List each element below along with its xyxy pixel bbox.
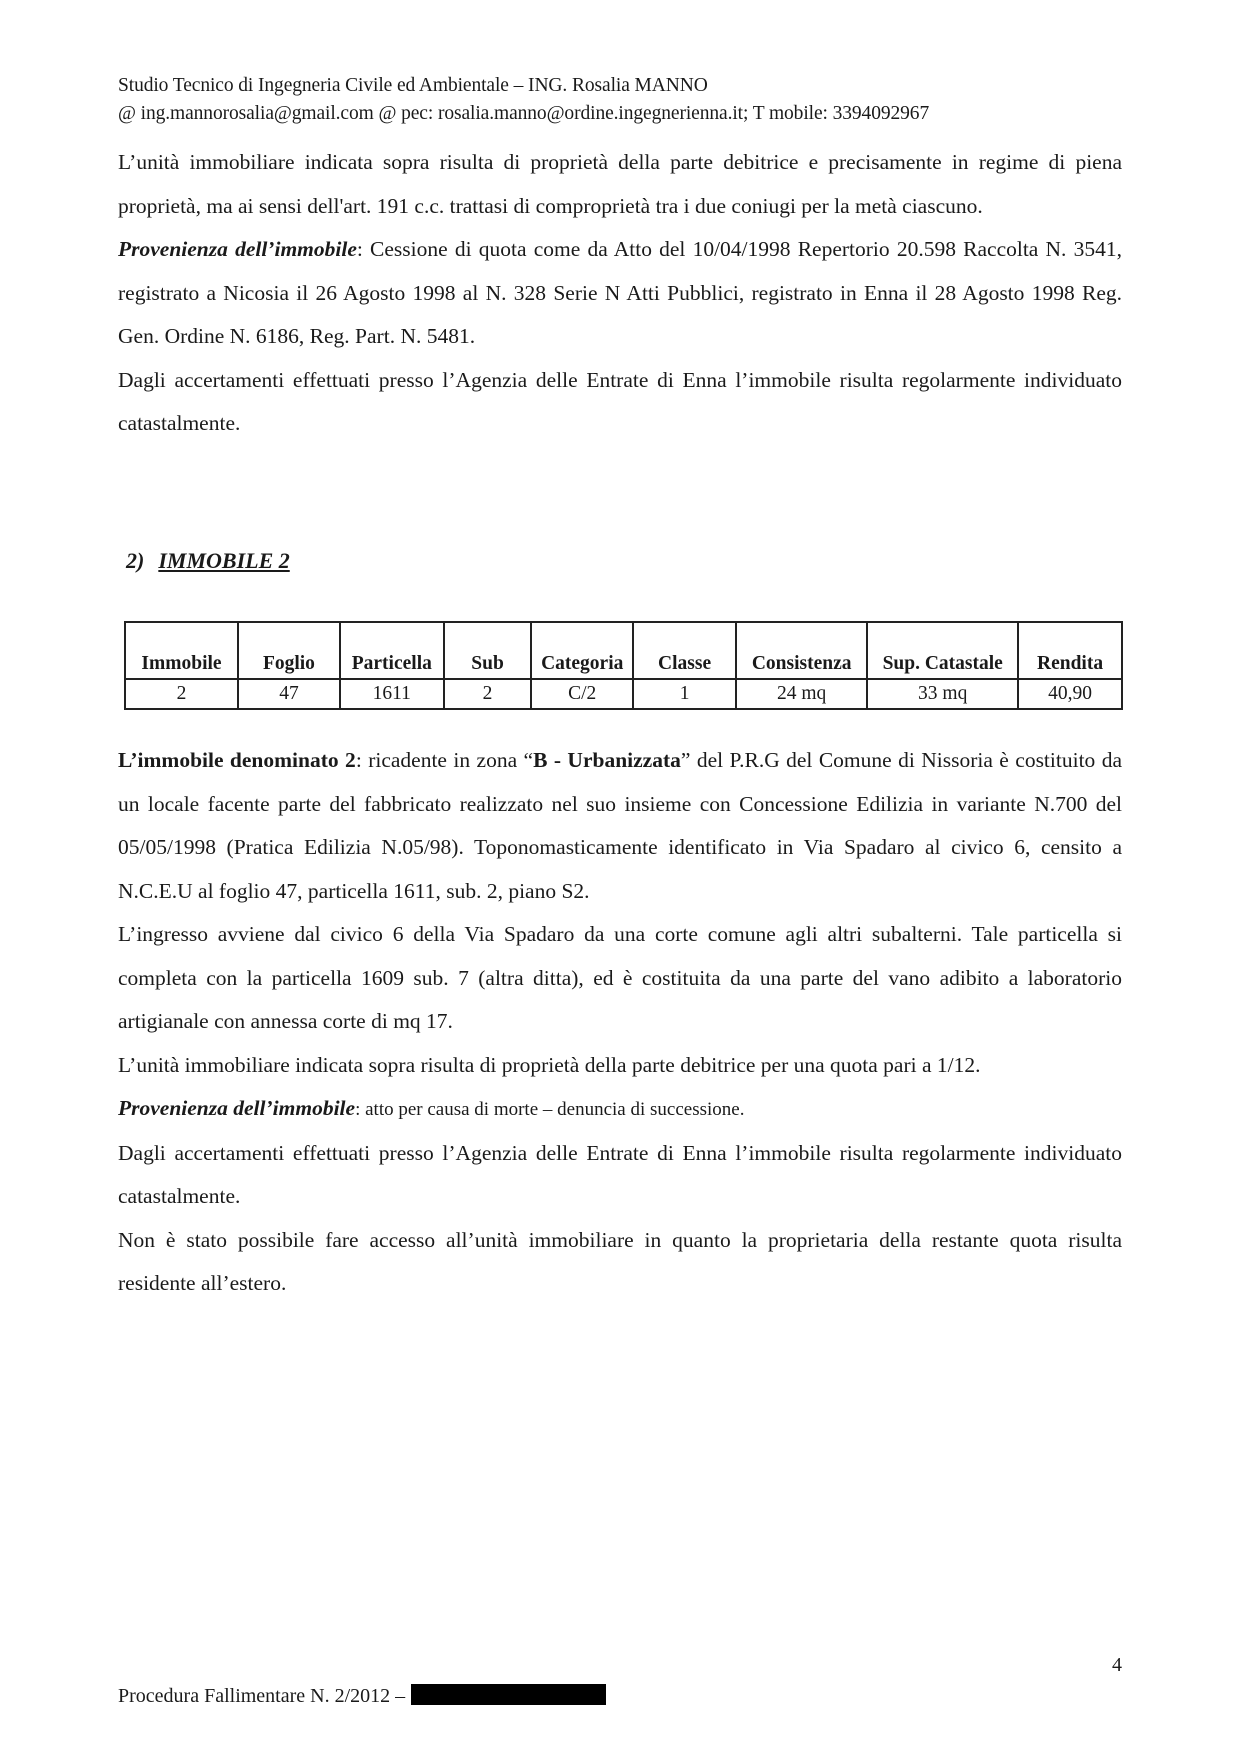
cell-classe: 1	[633, 679, 736, 709]
cell-categoria: C/2	[531, 679, 633, 709]
footer	[118, 1684, 606, 1708]
intro-section	[118, 141, 1122, 446]
cell-foglio: 47	[238, 679, 340, 709]
section-title: IMMOBILE 2	[158, 548, 290, 573]
page-number: 4	[1112, 1654, 1122, 1676]
col-header-sub: Sub	[444, 622, 532, 679]
provenance-2-paragraph	[118, 1087, 1122, 1132]
description-text-b: ” del P.R.G del Comune di Nissoria è costituito da un locale facente parte del fabbricato realizzato nel suo insieme con Concessione Edilizia in variante N.700 del 05/05/1998 (Pratica Edilizia N.05/98). Toponomasticamente identificato in Via Spadaro al civico 6, censito a N.C.E.U al foglio 47, particella 1611, sub. 2, piano S2.	[118, 748, 1123, 903]
col-header-classe: Classe	[633, 622, 736, 679]
access-paragraph: L’ingresso avviene dal civico 6 della Via Spadaro da una corte comune agli altri subalterni. Tale particella si completa con la particella 1609 sub. 7 (altra ditta), ed è costituita da una parte del vano adibito a laboratorio artigianale con annessa corte di mq 17.	[118, 922, 1122, 1033]
header-contact-line: @ ing.mannorosalia@gmail.com @ pec: rosalia.manno@ordine.ingegnerienna.it; T mobile: 3394092967	[118, 103, 930, 124]
provenance-2-text: : atto per causa di morte – denuncia di successione.	[355, 1099, 745, 1120]
cell-particella: 1611	[340, 679, 444, 709]
cell-immobile: 2	[125, 679, 238, 709]
col-header-rendita: Rendita	[1018, 622, 1122, 679]
provenance-2-label: Provenienza dell’immobile	[118, 1096, 356, 1120]
zone-name: B - Urbanizzata	[533, 748, 681, 772]
section-number: 2)	[126, 548, 145, 573]
ownership-paragraph: L’unità immobiliare indicata sopra risulta di proprietà della parte debitrice e precisamente in regime di piena proprietà, ma ai sensi dell'art. 191 c.c. trattasi di comproprietà tra i due coniugi per la metà ciascuno.	[118, 150, 1122, 218]
cell-rendita: 40,90	[1018, 679, 1122, 709]
col-header-consistenza: Consistenza	[736, 622, 867, 679]
col-header-particella: Particella	[340, 622, 444, 679]
table-header-row	[125, 622, 1122, 679]
section-heading-immobile-2	[126, 548, 290, 574]
cell-sub: 2	[444, 679, 532, 709]
col-header-sup-catastale: Sup. Catastale	[867, 622, 1018, 679]
description-text-a: : ricadente in zona “	[355, 748, 534, 772]
col-header-foglio: Foglio	[238, 622, 340, 679]
property-name: L’immobile denominato 2	[118, 748, 356, 772]
cadastral-table	[124, 621, 1123, 710]
ownership-share-paragraph: L’unità immobiliare indicata sopra risulta di proprietà della parte debitrice per una quota pari a 1/12.	[118, 1052, 981, 1077]
col-header-immobile: Immobile	[125, 622, 238, 679]
table-row	[125, 679, 1122, 709]
cadastral-2-paragraph: Dagli accertamenti effettuati presso l’Agenzia delle Entrate di Enna l’immobile risulta regolarmente individuato catastalmente.	[118, 1140, 1122, 1208]
provenance-label: Provenienza dell’immobile	[118, 237, 357, 261]
cell-consistenza: 24 mq	[736, 679, 867, 709]
redaction-bar	[411, 1684, 606, 1705]
header-studio-line: Studio Tecnico di Ingegneria Civile ed Ambientale – ING. Rosalia MANNO	[118, 75, 708, 96]
description-section	[118, 739, 1122, 1306]
cell-sup-catastale: 33 mq	[867, 679, 1018, 709]
footer-text: Procedura Fallimentare N. 2/2012 –	[118, 1685, 406, 1707]
description-paragraph	[118, 739, 1122, 913]
col-header-categoria: Categoria	[531, 622, 633, 679]
provenance-text: : Cessione di quota come da Atto del 10/04/1998 Repertorio 20.598 Raccolta N. 3541, registrato a Nicosia il 26 Agosto 1998 al N. 328 Serie N Atti Pubblici, registrato in Enna il 28 Agosto 1998 Reg. Gen. Ordine N. 6186, Reg. Part. N. 5481.	[118, 237, 1122, 348]
provenance-paragraph	[118, 228, 1122, 359]
cadastral-paragraph: Dagli accertamenti effettuati presso l’Agenzia delle Entrate di Enna l’immobile risulta regolarmente individuato catastalmente.	[118, 367, 1122, 435]
access-note-paragraph: Non è stato possibile fare accesso all’unità immobiliare in quanto la proprietaria della restante quota risulta residente all’estero.	[118, 1227, 1122, 1295]
